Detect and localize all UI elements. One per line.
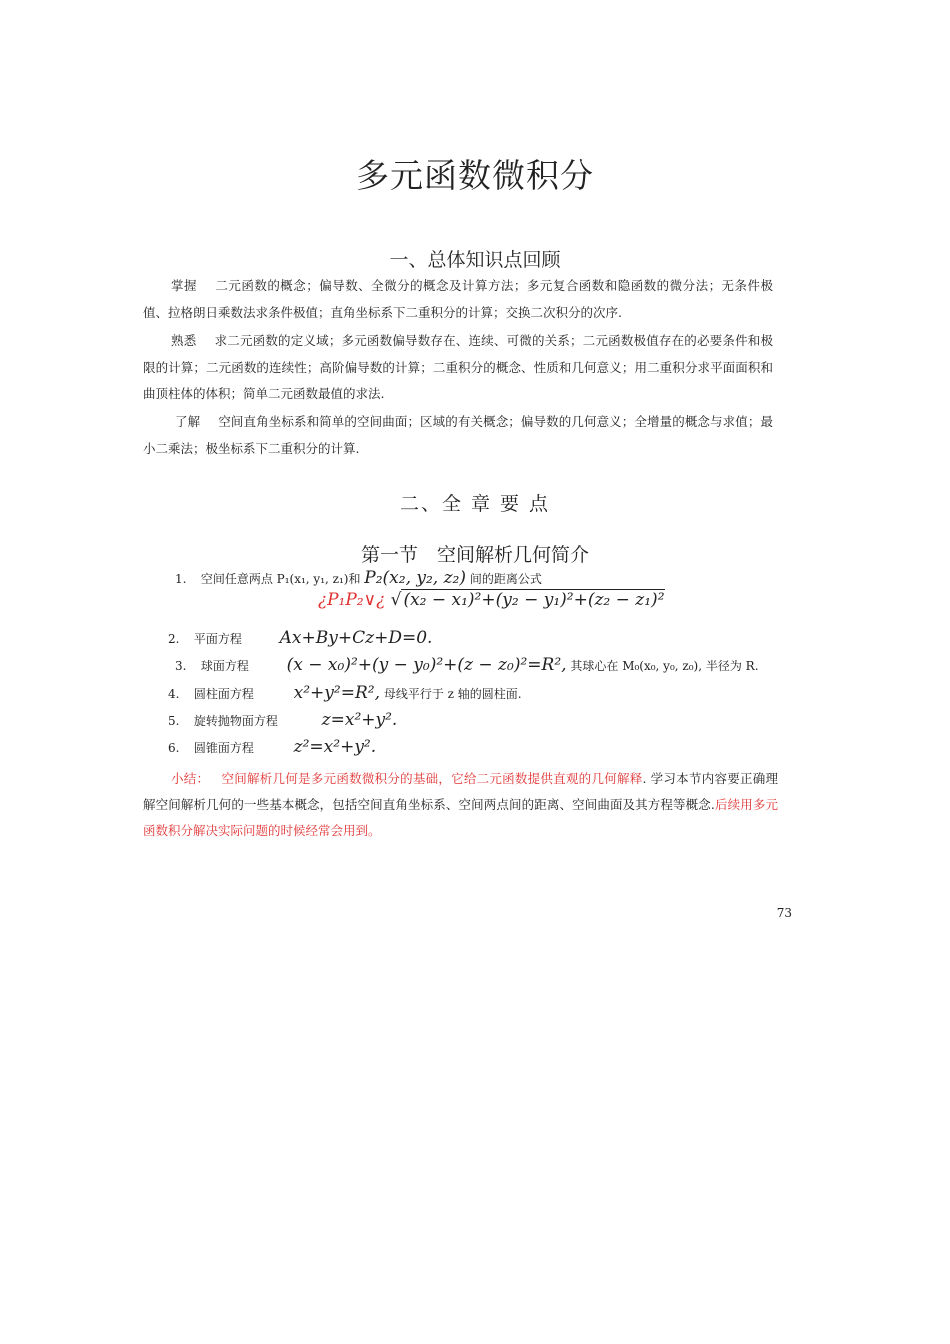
master-paragraph: [143, 273, 773, 326]
item-math: z=x²+y².: [321, 710, 398, 730]
familiar-text: 求二元函数的定义域；多元函数偏导数存在、连续、可微的关系；二元函数极值存在的必要条件和极限的计算；二元函数的连续性；高阶偏导数的计算；二重积分的概念、性质和几何意义；用二重积分求平面面积和曲顶柱体的体积；简单二元函数最值的求法.: [143, 333, 773, 401]
item-number: 3.: [175, 659, 187, 673]
item-label: 圆锥面方程: [193, 741, 254, 755]
item-math: z²=x²+y².: [293, 737, 377, 757]
item-label: 空间任意两点 P₁(x₁, y₁, z₁)和: [200, 572, 361, 586]
item-plane: [168, 628, 432, 648]
item-number: 2.: [168, 632, 180, 646]
item-suffix: 母线平行于 z 轴的圆柱面.: [383, 687, 522, 701]
summary-red-2: 后续用多元函数积分解决实际问题的时候经常会用到。: [143, 797, 778, 838]
item-sphere: [175, 655, 759, 675]
familiar-paragraph: [143, 328, 773, 408]
item-math: (x − x₀)²+(y − y₀)²+(z − z₀)²=R²,: [286, 655, 567, 675]
item-math: Ax+By+Cz+D=0.: [279, 628, 433, 648]
distance-formula: [318, 590, 665, 610]
summary-label: 小结：: [171, 771, 210, 786]
item-cone: [168, 737, 376, 757]
summary-red-1: 空间解析几何是多元函数微积分的基础，它给二元函数提供直观的几何解释: [221, 771, 643, 786]
item-label: 旋转抛物面方程: [193, 714, 278, 728]
familiar-label: 熟悉: [171, 333, 197, 348]
item-paraboloid: [168, 710, 397, 730]
section2-subheading: 第一节 空间解析几何简介: [360, 544, 589, 566]
item-cylinder: [168, 683, 522, 703]
item-label: 平面方程: [193, 632, 242, 646]
section1-heading: 一、总体知识点回顾: [389, 249, 561, 271]
summary-paragraph: [143, 766, 778, 844]
item-math: P₂(x₂, y₂, z₂): [364, 568, 467, 588]
item-math: x²+y²=R²,: [293, 683, 380, 703]
item-label: 圆柱面方程: [193, 687, 254, 701]
understand-text: 空间直角坐标系和简单的空间曲面；区域的有关概念；偏导数的几何意义；全增量的概念与求值；最小二乘法；极坐标系下二重积分的计算.: [143, 414, 773, 456]
master-text: 二元函数的概念；偏导数、全微分的概念及计算方法；多元复合函数和隐函数的微分法；无条件极值、拉格朗日乘数法求条件极值；直角坐标系下二重积分的计算；交换二次积分的次序.: [143, 278, 773, 320]
formula-rhs: (x₂ − x₁)²+(y₂ − y₁)²+(z₂ − z₁)²: [403, 590, 665, 610]
understand-label: 了解: [175, 414, 201, 429]
section2-heading: 二、全 章 要 点: [399, 493, 551, 515]
understand-paragraph: [143, 409, 773, 462]
page-title: 多元函数微积分: [356, 156, 594, 195]
page-number: 73: [776, 906, 792, 920]
item-number: 6.: [168, 741, 180, 755]
summary-text: . 学习本节内容要正确理解空间解析几何的一些基本概念，包括空间直角坐标系、空间两点间的距离、空间曲面及其方程等概念.: [143, 771, 778, 812]
sqrt-icon: √: [390, 590, 402, 610]
item-number: 1.: [175, 572, 187, 586]
item-number: 5.: [168, 714, 180, 728]
master-label: 掌握: [171, 278, 197, 293]
item-label: 球面方程: [200, 659, 249, 673]
item-number: 4.: [168, 687, 180, 701]
item-suffix: 其球心在 M₀(x₀, y₀, z₀), 半径为 R.: [570, 659, 759, 673]
formula-lhs: ¿P₁P₂∨¿: [318, 590, 386, 610]
item-distance: [175, 568, 542, 588]
item-suffix: 间的距离公式: [469, 572, 542, 586]
